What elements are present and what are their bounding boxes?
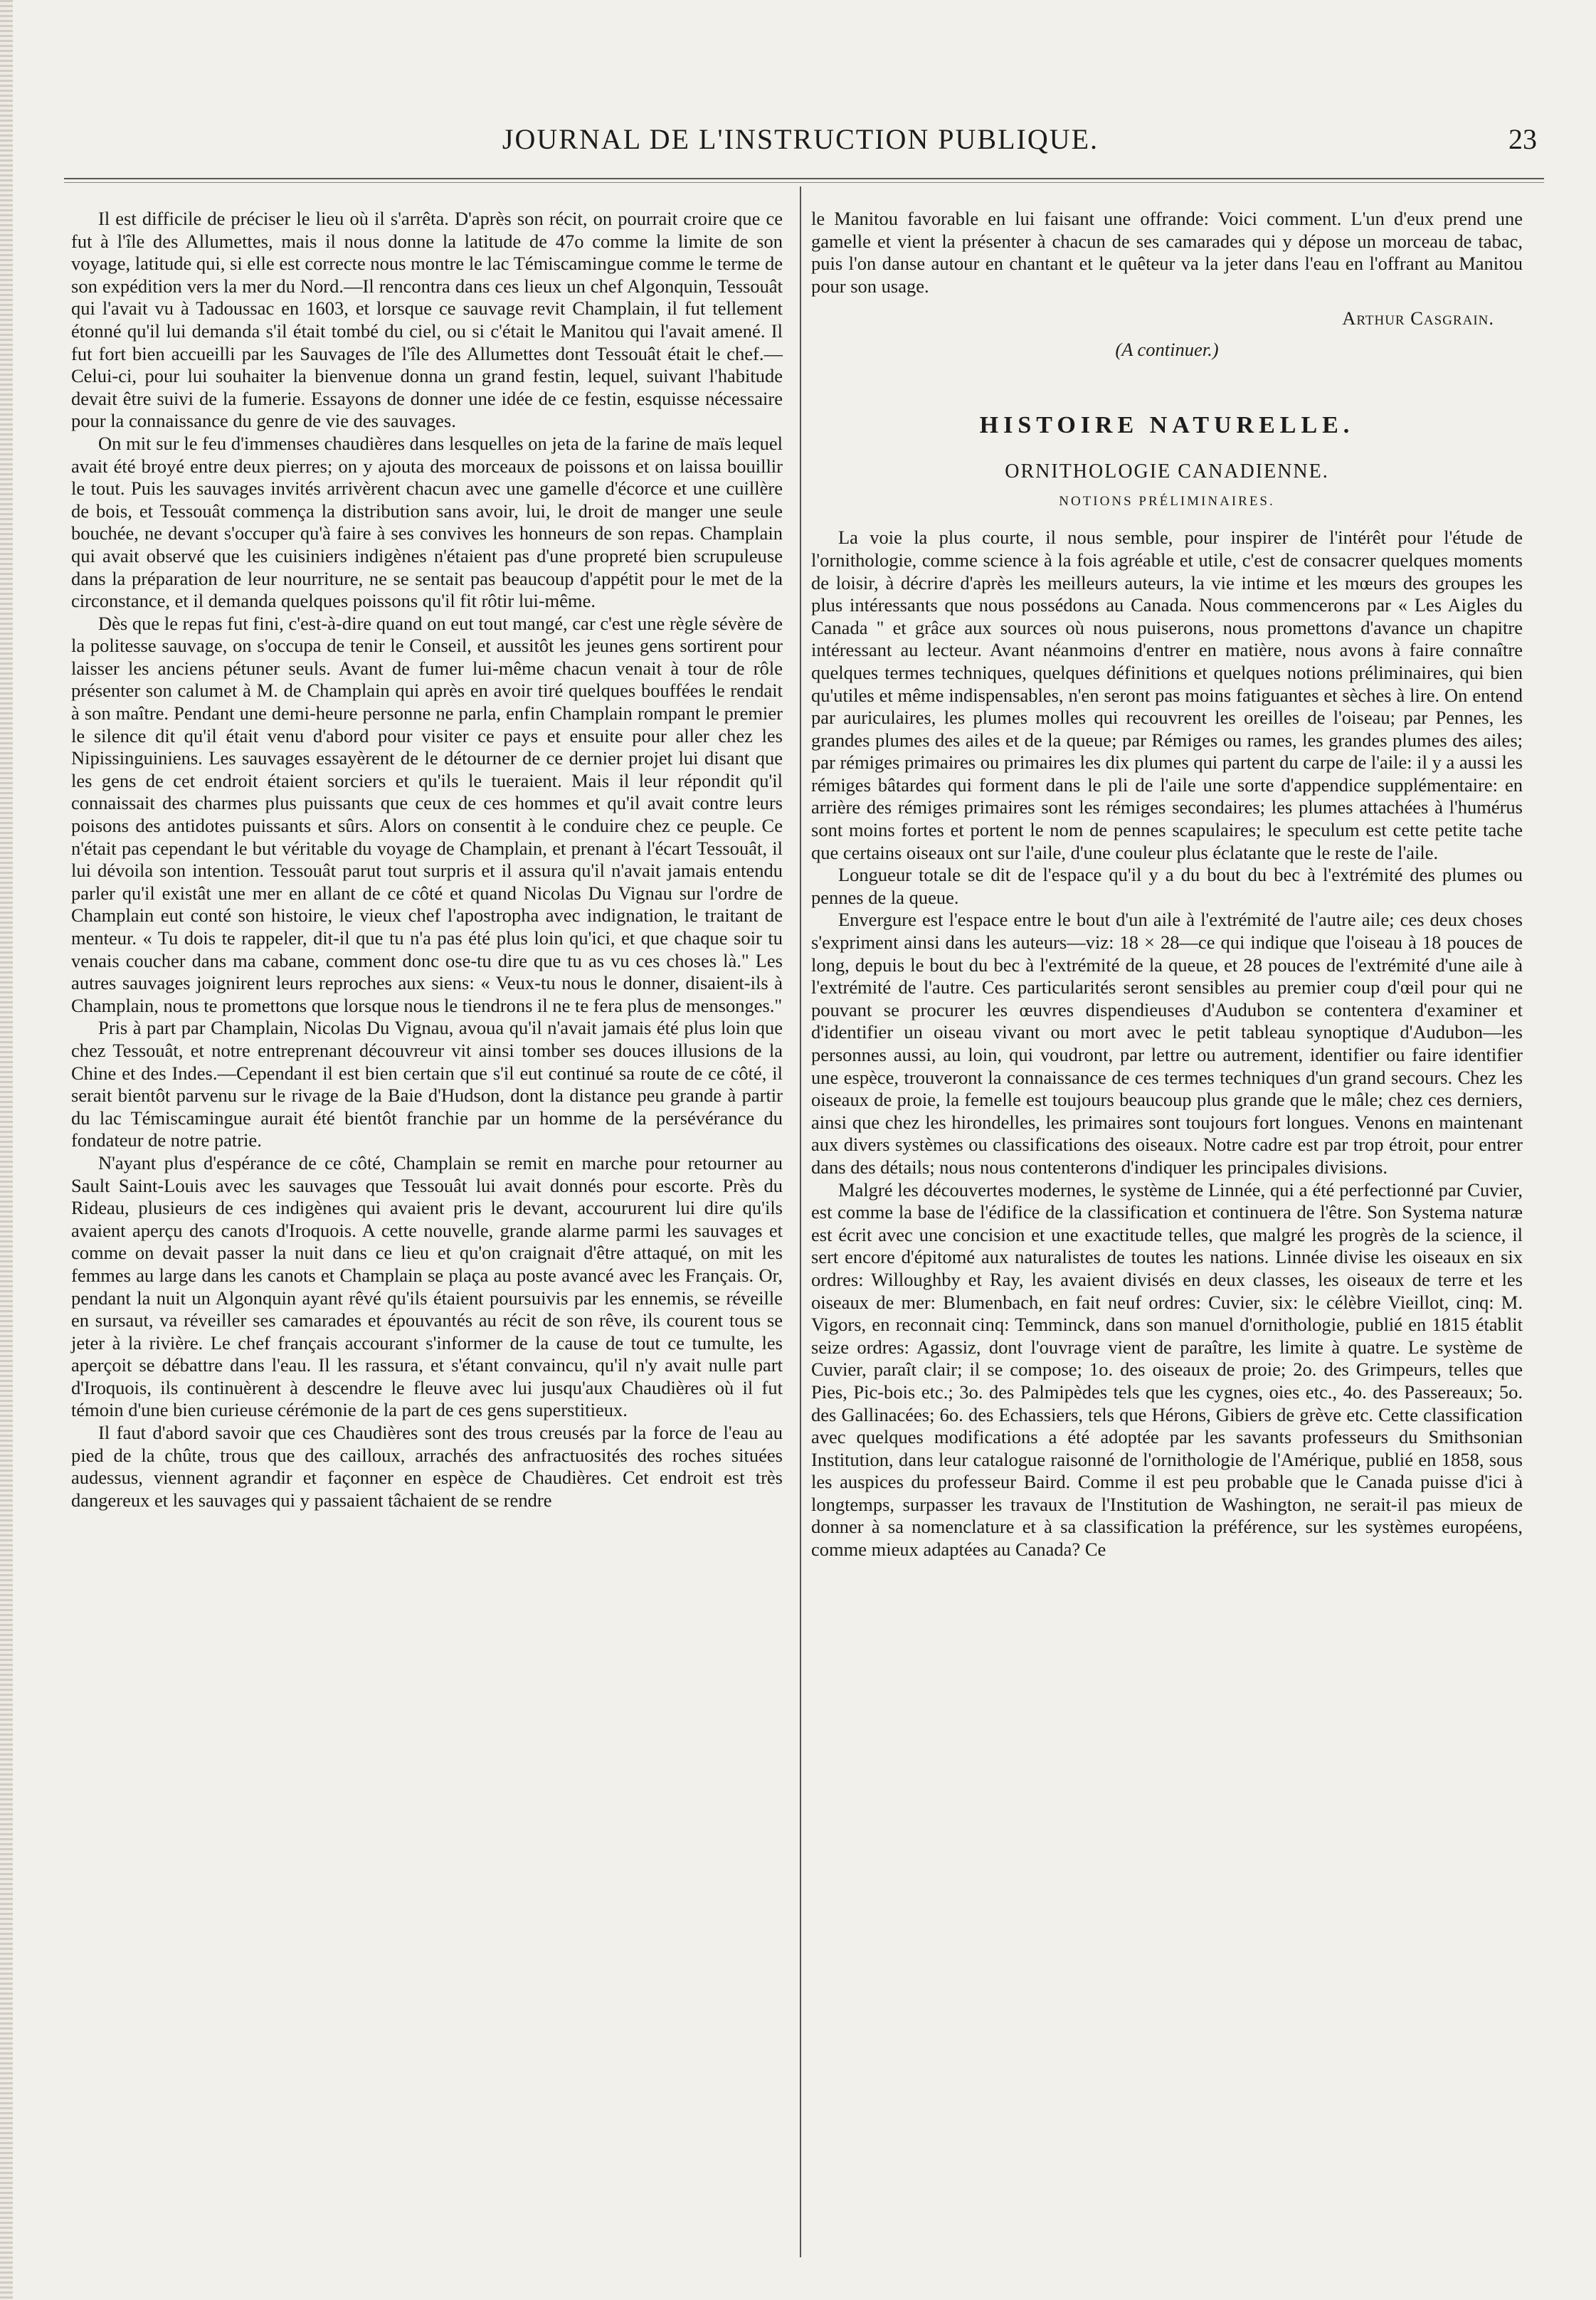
page-number: 23 [1508,123,1537,155]
paragraph: Dès que le repas fut fini, c'est-à-dire quand on eut tout mangé, car c'est une règle sévère de la politesse sauvage, on s'occupa de tenir le Conseil, et aussitôt les jeunes gens sortirent pour laisser les anciens pétuner seuls. Avant de fumer lui-même chacun venait à tour de rôle présenter son calumet à M. de Champlain qui après en avoir tiré quelques bouffées le rendait à son maître. Pendant une demi-heure personne ne parla, enfin Champlain rompant le premier le silence dit qu'il était venu d'abord pour visiter ce pays et ensuite pour aller chez les Nipissinguiniens. Les sauvages essayèrent de le détourner de ce dernier projet lui disant que les gens de cet endroit étaient sorciers et qu'ils le tueraient. Mais il leur répondit qu'il connaissait des charmes plus puissants que ceux de ces hommes et qu'il avait contre leurs poisons des antidotes puissants et sûrs. Alors on consentit à le conduire chez ce peuple. Ce n'était pas cependant le but véritable du voyage de Champlain, et prenant à l'écart Tessouât, il lui dévoila son intention. Tessouât parut tout surpris et il assura qu'il n'avait jamais entendu parler qu'il existât une mer en allant de ce côté et quand Nicolas Du Vignau sur l'ordre de Champlain eut conté son histoire, le vieux chef l'apostropha avec indignation, le traitant de menteur. « Tu dois te rappeler, dit-il que tu n'a pas été plus loin qu'ici, et que chaque soir tu venais coucher dans ma cabane, comment donc ose-tu dire que tu as vu ces choses là." Les autres sauvages joignirent leurs reproches aux siens: « Veux-tu nous le donner, disaient-ils à Champlain, nous te promettons que lorsque nous le tiendrons il ne te fera plus de mensonges." [71,612,783,1016]
continuation-paragraph: le Manitou favorable en lui faisant une offrande: Voici comment. L'un d'eux prend une gamelle et vient la présenter à chacun de ses camarades qui y dépose un morceau de tabac, puis l'on danse autour en chantant et le quêteur va la jeter dans l'eau en l'offrant au Manitou pour son usage. [811,208,1523,297]
page-header [64,122,1537,165]
subsection-title: ORNITHOLOGIE CANADIENNE. [1005,460,1329,483]
column-divider [800,186,801,2257]
author-signature: Arthur Casgrain. [1342,307,1494,329]
to-be-continued: (A continuer.) [1115,338,1219,360]
small-heading: NOTIONS PRÉLIMINAIRES. [1059,493,1275,509]
right-column [811,208,1523,1561]
header-rule [64,178,1544,183]
paragraph: Longueur totale se dit de l'espace qu'il y a du bout du bec à l'extrémité des plumes ou pennes de la queue. [811,864,1523,908]
left-column [71,208,783,1512]
paragraph: On mit sur le feu d'immenses chaudières dans lesquelles on jeta de la farine de maïs lequel avait été broyé entre deux pierres; on y ajouta des morceaux de poissons et on laissa bouillir le tout. Puis les sauvages invités arrivèrent chacun avec une gamelle d'écorce et une cuillère de bois, et Tessouât commença la distribution sans avoir, lui, le droit de manger une seule bouchée, ne devant s'occuper qu'à faire à ses convives les honneurs de son repas. Champlain qui avait observé que les cuisiniers indigènes n'étaient pas d'une propreté bien scrupuleuse dans la préparation de leur nourriture, ne se sentait pas beaucoup d'appétit pour le met de la circonstance, et il demanda quelques poissons qu'il fit rôtir lui-même. [71,432,783,612]
paragraph: Malgré les découvertes modernes, le système de Linnée, qui a été perfectionné par Cuvier, est comme la base de l'édifice de la classification et continuera de l'être. Son Systema naturæ est écrit avec une concision et une exactitude telles, que malgré les progrès de la science, il sert encore d'épitomé aux naturalistes de toutes les nations. Linnée divise les oiseaux en six ordres: Willoughby et Ray, les avaient divisés en deux classes, les oiseaux de terre et les oiseaux de mer: Blumenbach, en fait neuf ordres: Cuvier, six: le célèbre Vieillot, cinq: M. Vigors, en reconnait cinq: Temminck, dans son manuel d'ornithologie, publié en 1815 établit seize ordres: Agassiz, dont l'ouvrage vient de paraître, les limite à quatre. Le système de Cuvier, paraît clair; il se compose; 1o. des oiseaux de proie; 2o. des Grimpeurs, telles que Pies, Pic-bois etc.; 3o. des Palmipèdes tels que les cygnes, oies etc., 4o. des Passereaux; 5o. des Gallinacées; 6o. des Echassiers, tels que Hérons, Gibiers de grève etc. Cette classification avec quelques modifications a été adoptée par les savants professeurs du Smithsonian Institution, dans leur catalogue raisonné de l'ornithologie de l'Amérique, publié en 1858, sous les auspices du professeur Baird. Comme il est peu probable que le Canada puisse d'ici à longtemps, surpasser les travaux de l'Institution de Washington, ne serait-il pas mieux de donner à sa nomenclature et à sa classification la préférence, sur les systèmes européens, comme mieux adaptées au Canada? Ce [811,1178,1523,1561]
section-title: HISTOIRE NATURELLE. [979,411,1355,438]
paragraph: La voie la plus courte, il nous semble, pour inspirer de l'intérêt pour l'étude de l'ornithologie, comme science à la fois agréable et utile, c'est de consacrer quelques moments de loisir, à décrire d'après les meilleurs auteurs, la vie intime et les mœurs des groupes les plus intéressants que nous possédons au Canada. Nous commencerons par « Les Aigles du Canada " et grâce aux sources où nous puiserons, nous promettons d'avance un chapitre intéressant au lecteur. Avant néanmoins d'entrer en matière, nous avons à faire connaître quelques termes techniques, quelques définitions et quelques notions préliminaires, qui bien qu'utiles et même indispensables, n'en seront pas moins fatiguantes et sèches à lire. On entend par auriculaires, les plumes molles qui recouvrent les oreilles de l'oiseau; par Pennes, les grandes plumes des ailes et de la queue; par Rémiges ou rames, les grandes plumes des ailes; par rémiges primaires ou primaires les dix plumes qui partent du carpe de l'aile: il y a aussi les rémiges bâtardes qui forment dans le pli de l'aile une sorte d'appendice supplémentaire: en arrière des rémiges primaires sont les rémiges secondaires; les plumes attachées à l'humérus sont moins fortes et portent le nom de pennes scapulaires; le speculum est cette petite tache que certains oiseaux ont sur l'aile, d'une couleur plus éclatante que le reste de l'aile. [811,527,1523,863]
paragraph: N'ayant plus d'espérance de ce côté, Champlain se remit en marche pour retourner au Sault Saint-Louis avec les sauvages que Tessouât lui avait donnés pour escorte. Près du Rideau, plusieurs de ces indigènes qui avaient pris le devant, accoururent lui dire qu'ils avaient aperçu des canots d'Iroquois. A cette nouvelle, grande alarme parmi les sauvages et comme on devait passer la nuit dans ce lieu et qu'on craignait d'être attaqué, on mit les femmes au large dans les canots et Champlain se plaça au poste avancé avec les Français. Or, pendant la nuit un Algonquin ayant rêvé qu'ils étaient poursuivis par les ennemis, se réveille en sursaut, va réveiller ses camarades et épouvantés au récit de son rêve, ils courent tous se jeter à la rivière. Le chef français accourant s'informer de la cause de tout ce tumulte, les aperçoit se débattre dans l'eau. Il les rassura, et s'étant convaincu, qu'il n'y avait nulle part d'Iroquois, ils continuèrent à descendre le fleuve avec lui jusqu'aux Chaudières où il fut témoin d'une bien curieuse cérémonie de la part de ces gens superstitieux. [71,1151,783,1421]
journal-title: JOURNAL DE L'INSTRUCTION PUBLIQUE. [502,123,1099,155]
paragraph: Pris à part par Champlain, Nicolas Du Vignau, avoua qu'il n'avait jamais été plus loin que chez Tessouât, et notre entreprenant découvreur vit ainsi tomber ses douces illusions de la Chine et des Indes.—Cependant il est bien certain que s'il eut continué sa route de ce côté, il serait bientôt parvenu sur le rivage de la Baie d'Hudson, dont la distance peu grande à partir du lac Témiscamingue aurait été bientôt franchie par un homme de la persévérance du fondateur de notre patrie. [71,1017,783,1151]
paragraph: Il est difficile de préciser le lieu où il s'arrêta. D'après son récit, on pourrait croire que ce fut à l'île des Allumettes, mais il nous donne la latitude de 47o comme la limite de son voyage, latitude qui, si elle est correcte nous montre le lac Témiscamingue comme le terme de son expédition vers la mer du Nord.—Il rencontra dans ces lieux un chef Algonquin, Tessouât qui l'avait vu à Tadoussac en 1603, et lorsque ce sauvage revit Champlain, il fut tellement étonné qu'il lui demanda s'il était tombé du ciel, ou si c'était le Manitou qui l'avait amené. Il fut fort bien accueilli par les Sauvages de l'île des Allumettes dont Tessouât était le chef.—Celui-ci, pour lui souhaiter la bienvenue donna un grand festin, lequel, suivant l'habitude devait être suivi de la fumerie. Essayons de donner une idée de ce festin, esquisse nécessaire pour la connaissance du genre de vie des sauvages. [71,208,783,432]
paragraph: Il faut d'abord savoir que ces Chaudières sont des trous creusés par la force de l'eau au pied de la chûte, trous que des cailloux, arrachés des anfractuosités des roches situées audessus, viennent agrandir et façonner en espèce de Chaudières. Cet endroit est très dangereux et les sauvages qui y passaient tâchaient de se rendre [71,1422,783,1511]
paragraph: Envergure est l'espace entre le bout d'un aile à l'extrémité de l'autre aile; ces deux choses s'expriment ainsi dans les auteurs—viz: 18 × 28—ce qui indique que l'oiseau à 18 pouces de long, depuis le bout du bec à l'extrémité de la queue, et 28 pouces de l'extrémité d'une aile à l'extrémité de l'autre. Ces particularités seront sensibles au premier coup d'œil pour qui ne pouvant se procurer les œuvres dispendieuses d'Audubon se contentera d'examiner et d'identifier un oiseau vivant ou mort avec le petit tableau synoptique d'Audubon—les personnes aussi, au loin, qui voudront, par lettre ou autrement, identifier ou faire identifier une espèce, trouveront la connaissance de ces termes techniques d'un grand secours. Chez les oiseaux de proie, la femelle est toujours beaucoup plus grande que le mâle; chez ces derniers, ainsi que chez les hirondelles, les primaires sont toujours fort longues. Venons en maintenant aux divers systèmes ou classifications des oiseaux. Notre cadre est par trop étroit, pour entrer dans des détails; nous nous contenterons d'indiquer les principales divisions. [811,909,1523,1178]
scan-edge [0,0,13,2300]
